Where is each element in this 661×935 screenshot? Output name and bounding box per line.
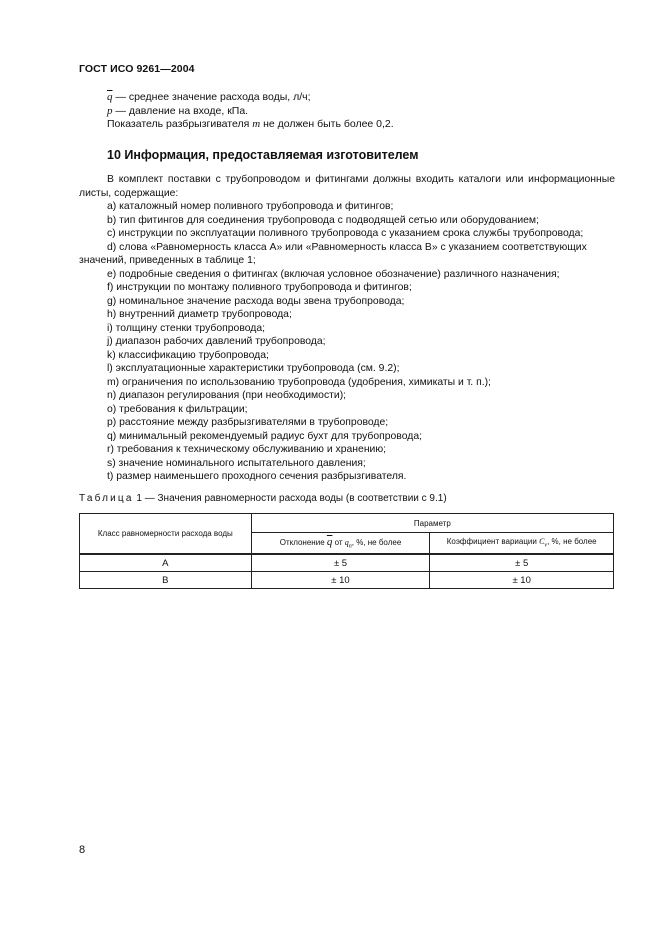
list-item: f) инструкции по монтажу поливного трубопровода и фитингов; [107, 282, 412, 293]
uniformity-table [79, 513, 614, 589]
table-header-row [80, 514, 614, 533]
section-title: 10 Информация, предоставляемая изготовителем [107, 148, 419, 162]
table-caption [79, 493, 447, 504]
cell-variation: ± 10 [430, 572, 614, 589]
list-item: e) подробные сведения о фитингах (включая условное обозначение) различного назначения; [107, 268, 560, 280]
header-class: Класс равномерности расхода воды [80, 514, 252, 555]
table-row [80, 572, 614, 589]
cell-class: A [80, 554, 252, 572]
symbol-p: p [107, 104, 113, 117]
table-row [80, 554, 614, 572]
symbol-definitions [107, 91, 394, 132]
definition-p [107, 105, 394, 119]
cell-variation: ± 5 [430, 554, 614, 572]
page-number: 8 [79, 844, 86, 856]
intro-paragraph: В комплект поставки с трубопроводом и фитингами должны входить каталоги или информационные листы, содержащие: [79, 174, 615, 199]
definition-text: — среднее значение расхода воды, л/ч; [112, 91, 311, 103]
list-item: n) диапазон регулирования (при необходимости); [107, 390, 347, 401]
definition-text: Показатель разбрызгивателя [107, 118, 253, 130]
list-item: d) слова «Равномерность класса А» или «Равномерность класса В» с указанием соответствующих значений, приведенных в таблице 1; [79, 241, 587, 266]
list-item: k) классификацию трубопровода; [107, 349, 269, 361]
section-body [79, 173, 615, 484]
header-parameter: Параметр [251, 514, 613, 533]
list-item: s) значение номинального испытательного давления; [107, 457, 366, 469]
symbol-q-mean: $\overline{q}$ [107, 91, 113, 103]
list-item: p) расстояние между разбрызгивателями в трубопроводе; [107, 417, 389, 428]
definition-m [107, 118, 394, 132]
list-item: h) внутренний диаметр трубопровода; [107, 309, 292, 320]
cell-deviation: ± 10 [251, 572, 430, 589]
list-item: g) номинальное значение расхода воды звена трубопровода; [107, 295, 405, 307]
cell-deviation: ± 5 [251, 554, 430, 572]
table-caption-text: 1 — Значения равномерности расхода воды (в соответствии с 9.1) [133, 493, 447, 504]
definition-text: не должен быть более 0,2. [260, 118, 394, 130]
table-caption-label: Таблица [79, 493, 134, 504]
list-item: i) толщину стенки трубопровода; [107, 322, 266, 334]
definition-q [107, 91, 394, 105]
list-item: c) инструкции по эксплуатации поливного трубопровода с указанием срока службы трубопровода; [107, 228, 584, 239]
list-item: b) тип фитингов для соединения трубопровода с подводящей сетью или оборудованием; [107, 214, 539, 226]
list-item: q) минимальный рекомендуемый радиус бухт для трубопровода; [107, 430, 422, 442]
cell-class: B [80, 572, 252, 589]
header-variation-coefficient: Коэффициент вариации $C_v$, %, не более [430, 533, 614, 555]
definition-text: — давление на входе, кПа. [112, 104, 249, 117]
list-item: l) эксплуатационные характеристики трубопровода (см. 9.2); [107, 363, 400, 374]
list-item: o) требования к фильтрации; [107, 403, 248, 415]
list-item: m) ограничения по использованию трубопровода (удобрения, химикаты и т. п.); [107, 376, 491, 388]
list-item: r) требования к техническому обслуживанию и хранению; [107, 444, 387, 455]
document-header: ГОСТ ИСО 9261—2004 [79, 63, 195, 75]
list-item: t) размер наименьшего проходного сечения разбрызгивателя. [107, 471, 407, 482]
header-deviation: Отклонение $\overline{q}$ от $q_n$, %, не более [251, 533, 430, 555]
list-item: a) каталожный номер поливного трубопровода и фитингов; [107, 201, 394, 212]
symbol-m: m [252, 118, 261, 130]
list-item: j) диапазон рабочих давлений трубопровода; [107, 336, 326, 347]
